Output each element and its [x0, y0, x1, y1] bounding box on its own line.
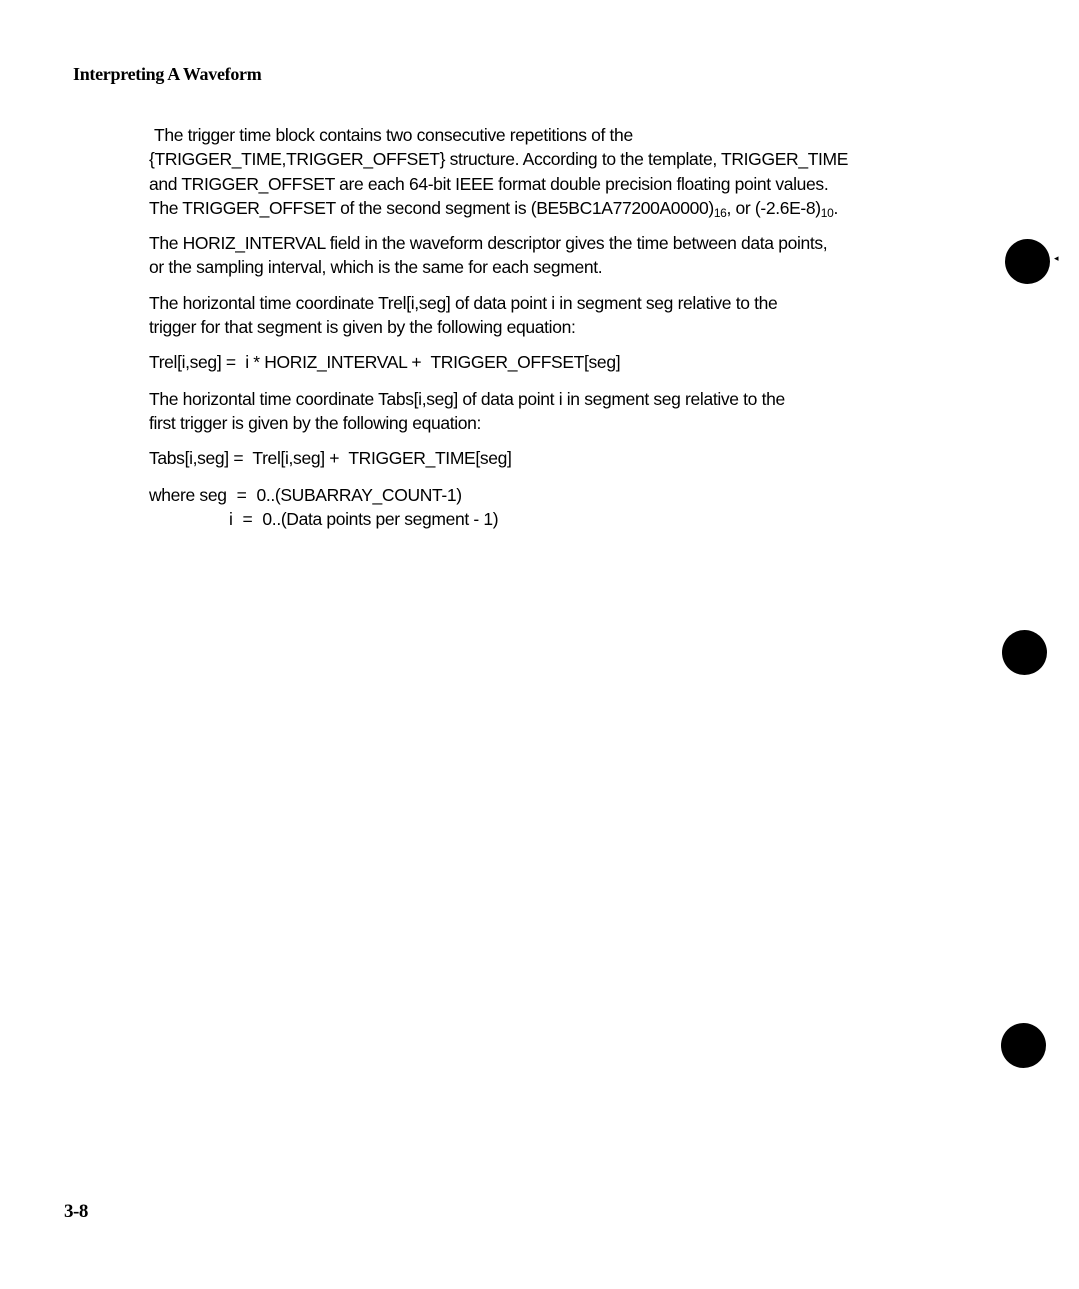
paragraph-line — [149, 196, 979, 220]
seg-range: 0..(SUBARRAY_COUNT-1) — [256, 484, 462, 505]
where-label: where seg — [149, 484, 227, 505]
i-range: 0..(Data points per segment - 1) — [262, 508, 499, 529]
equation-term: Trel[i,seg] + — [252, 448, 340, 469]
equation-term: i * HORIZ_INTERVAL + — [245, 352, 422, 373]
where-row-seg — [149, 483, 979, 507]
paragraph-line: and TRIGGER_OFFSET are each 64-bit IEEE format double precision floating point values. — [149, 173, 829, 194]
text-fragment: , or (-2.6E-8) — [726, 197, 821, 218]
where-clause — [149, 483, 979, 532]
paragraph-line: trigger for that segment is given by the following equation: — [149, 317, 576, 338]
paragraph-tabs — [149, 387, 979, 436]
subscript: 16 — [713, 205, 727, 220]
paragraph-line: first trigger is given by the following equation: — [149, 412, 482, 433]
page-number: 3-8 — [64, 1201, 88, 1222]
equation-term: TRIGGER_TIME[seg] — [348, 448, 512, 469]
paragraph-line: The horizontal time coordinate Tabs[i,seg] of data point i in segment seg relative to the — [149, 388, 785, 409]
subscript: 10 — [820, 205, 834, 220]
paragraph-trel — [149, 291, 979, 340]
where-row-i — [149, 507, 979, 531]
equation-tabs — [149, 446, 979, 470]
equation-lhs: Tabs[i,seg] = — [149, 448, 244, 469]
binder-hole-dot — [1001, 1023, 1046, 1068]
text-fragment: . — [833, 197, 838, 218]
body-text — [149, 123, 979, 531]
paragraph-line: {TRIGGER_TIME,TRIGGER_OFFSET} structure. According to the template, TRIGGER_TIME — [149, 149, 849, 170]
paragraph-horiz-interval — [149, 231, 979, 280]
paragraph-line: or the sampling interval, which is the same for each segment. — [149, 257, 603, 278]
paragraph-line: The HORIZ_INTERVAL field in the waveform descriptor gives the time between data points, — [149, 233, 828, 254]
paragraph-line: The horizontal time coordinate Trel[i,seg] of data point i in segment seg relative to the — [149, 292, 778, 313]
running-header: Interpreting A Waveform — [73, 64, 262, 84]
equation-trel — [149, 350, 979, 374]
equals-sign: = — [242, 508, 253, 529]
equals-sign: = — [236, 484, 247, 505]
variable-i: i — [229, 508, 233, 529]
binder-hole-dot — [1002, 630, 1047, 675]
paragraph-line: The trigger time block contains two consecutive repetitions of the — [154, 125, 633, 145]
equation-term: TRIGGER_OFFSET[seg] — [430, 352, 621, 373]
margin-mark: ◂ — [1054, 254, 1059, 264]
paragraph-trigger-time-block — [149, 123, 979, 220]
binder-hole-dot — [1005, 239, 1050, 284]
equation-lhs: Trel[i,seg] = — [149, 352, 236, 373]
text-fragment: The TRIGGER_OFFSET of the second segment is (BE5BC1A77200A0000) — [149, 197, 714, 218]
